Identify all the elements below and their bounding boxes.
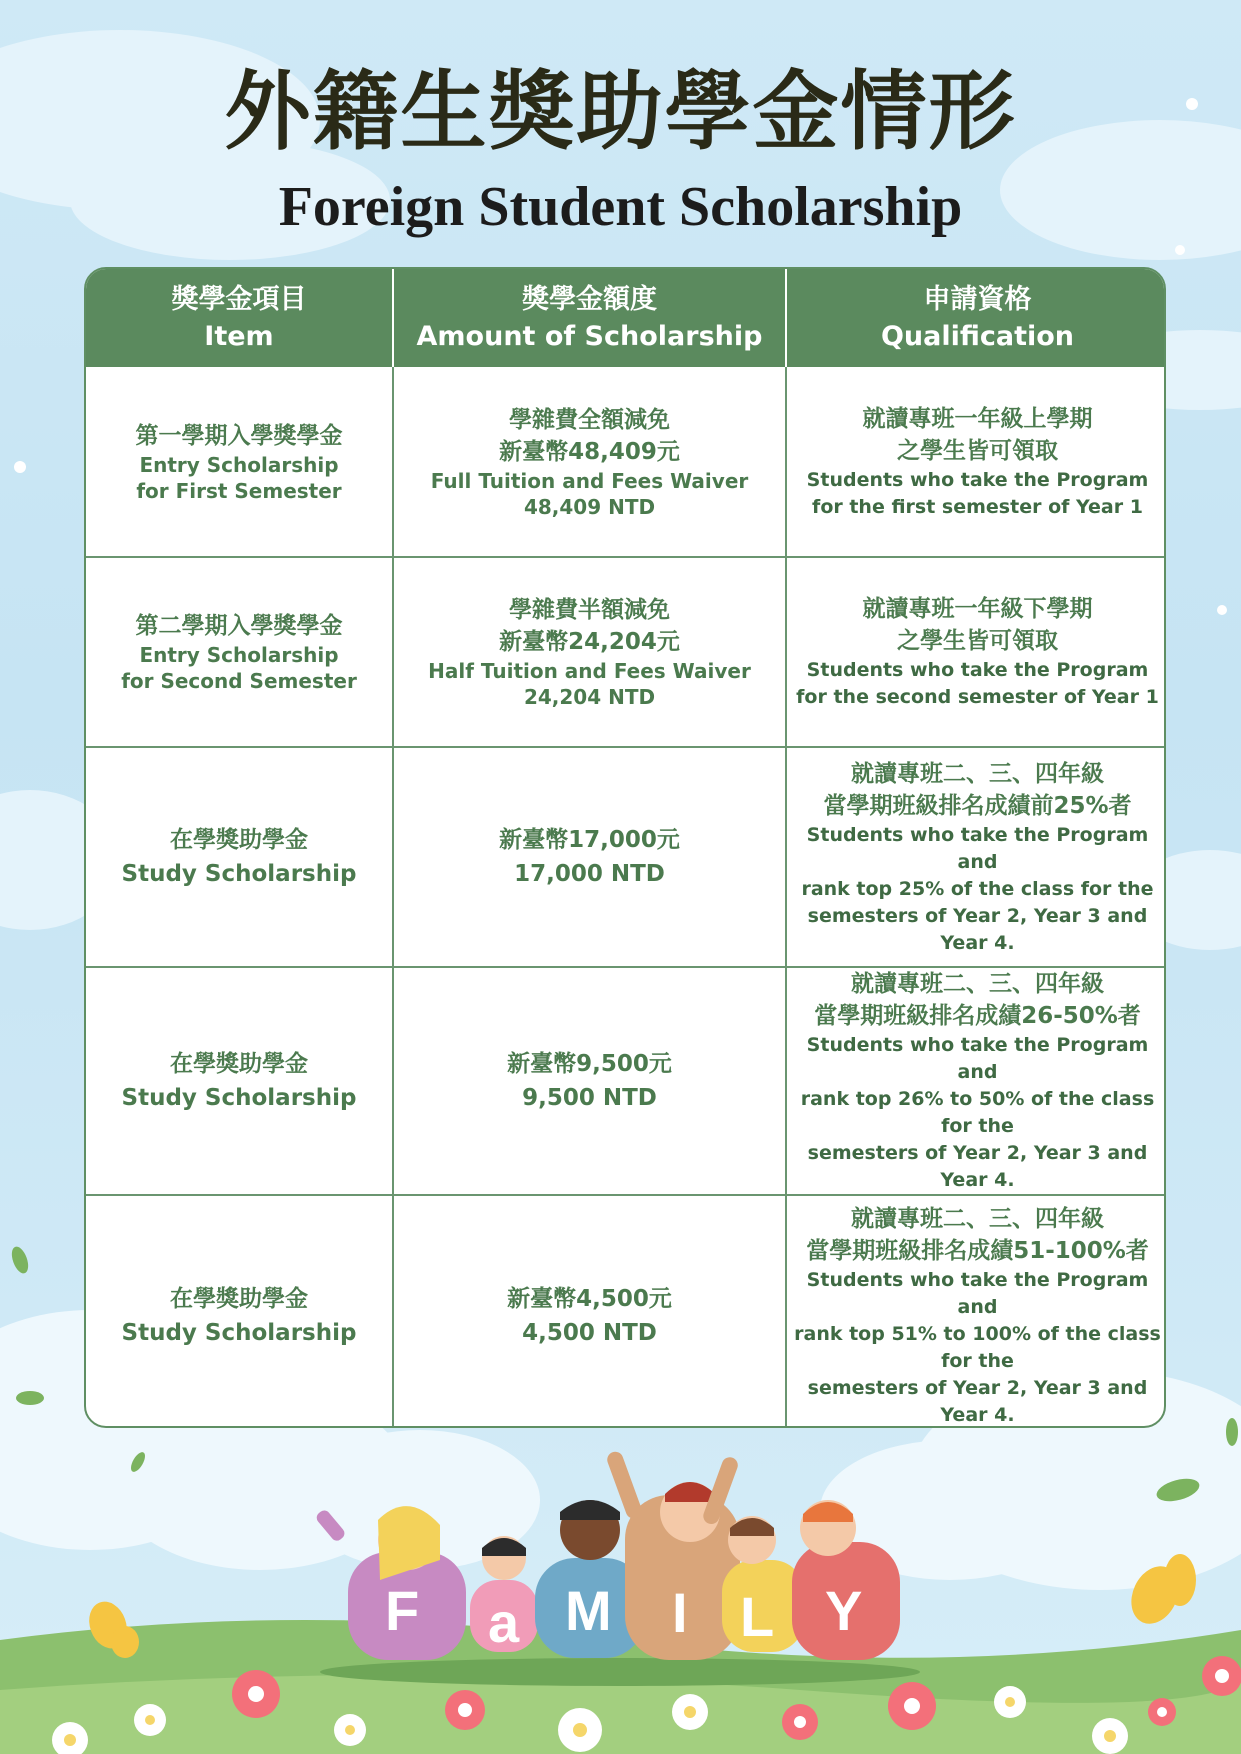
qualification-zh: 當學期班級排名成績51-100%者 [806,1237,1149,1264]
table-row [86,557,1166,747]
item-en: for First Semester [136,478,342,503]
amount-zh: 學雜費半額減免 [509,597,670,623]
qualification-en: semesters of Year 2, Year 3 and Year 4. [807,1376,1148,1426]
amount-zh: 新臺幣48,409元 [499,438,680,465]
item-en: for Second Semester [121,669,357,693]
amount-zh: 學雜費全額減免 [509,406,670,433]
qualification-en: Students who take the Program [806,659,1149,681]
qualification-zh: 就讀專班二、三、四年級 [851,971,1104,997]
table-row [86,1195,1166,1428]
item-en: Entry Scholarship [139,452,339,477]
item-en: Study Scholarship [121,1085,357,1111]
amount-cell [393,1195,786,1428]
qualification-zh: 就讀專班一年級下學期 [862,596,1093,622]
qualification-en: for the first semester of Year 1 [812,495,1143,518]
header-item-zh: 獎學金項目 [171,284,307,315]
amount-zh: 新臺幣4,500元 [507,1285,672,1312]
amount-en: 9,500 NTD [522,1085,657,1111]
amount-cell [393,747,786,967]
qualification-en: rank top 25% of the class for the [801,877,1154,900]
family-letter: Y [825,1579,863,1642]
item-en: Study Scholarship [121,1319,357,1346]
amount-en: Half Tuition and Fees Waiver [428,659,751,683]
amount-zh: 新臺幣9,500元 [507,1051,672,1077]
item-zh: 在學獎助學金 [170,1285,308,1312]
item-cell [86,557,393,747]
header-item [86,269,393,367]
qualification-en: Students who take the Program and [806,1034,1149,1083]
amount-en: 17,000 NTD [514,861,665,887]
item-en: Entry Scholarship [139,643,339,667]
qualification-en: Students who take the Program and [806,1268,1149,1318]
amount-en: 4,500 NTD [522,1319,657,1346]
amount-en: 48,409 NTD [523,494,656,519]
table-row [86,747,1166,967]
qualification-zh: 就讀專班一年級上學期 [862,405,1093,432]
qualification-zh: 當學期班級排名成績前25%者 [823,792,1132,819]
item-cell [86,967,393,1195]
item-zh: 第二學期入學獎學金 [135,613,343,639]
header-qualification [786,269,1166,367]
item-zh: 在學獎助學金 [170,1051,308,1077]
amount-cell [393,367,786,557]
table-row [86,367,1166,557]
qualification-en: Students who take the Program [806,468,1149,491]
qualification-cell [786,557,1166,747]
amount-zh: 新臺幣24,204元 [499,629,680,655]
header-item-en: Item [204,321,274,352]
family-letter: a [488,1591,520,1654]
header-amount [393,269,786,367]
scholarship-table [84,267,1166,1428]
qualification-en: for the second semester of Year 1 [796,686,1159,708]
table-header-row [86,269,1166,367]
header-qualification-zh: 申請資格 [923,284,1032,315]
family-letter: M [565,1579,612,1642]
qualification-cell [786,747,1166,967]
family-letter: F [385,1579,420,1642]
item-zh: 第一學期入學獎學金 [135,422,343,449]
qualification-cell [786,967,1166,1195]
page-title-en: Foreign Student Scholarship [278,176,963,238]
qualification-en: semesters of Year 2, Year 3 and Year 4. [807,1142,1148,1191]
family-letter: L [740,1585,775,1648]
amount-cell [393,557,786,747]
qualification-zh: 之學生皆可領取 [897,628,1058,654]
item-zh: 在學獎助學金 [170,827,308,853]
family-letter: I [672,1581,688,1644]
qualification-zh: 就讀專班二、三、四年級 [851,1205,1104,1232]
page-title-zh: 外籍生獎助學金情形 [224,61,1017,162]
header-qualification-en: Qualification [880,321,1075,352]
item-cell [86,1195,393,1428]
table-row [86,967,1166,1195]
header-amount-en: Amount of Scholarship [416,321,763,352]
qualification-zh: 當學期班級排名成績26-50%者 [814,1003,1141,1029]
qualification-cell [786,1195,1166,1428]
amount-en: Full Tuition and Fees Waiver [430,468,749,493]
qualification-en: rank top 51% to 100% of the class for the [794,1322,1161,1372]
qualification-zh: 之學生皆可領取 [897,437,1058,464]
qualification-en: semesters of Year 2, Year 3 and Year 4. [807,904,1148,954]
qualification-zh: 就讀專班二、三、四年級 [851,760,1104,787]
qualification-en: rank top 26% to 50% of the class for the [800,1088,1155,1137]
qualification-cell [786,367,1166,557]
qualification-en: Students who take the Program and [806,823,1149,873]
amount-zh: 新臺幣17,000元 [499,827,680,853]
item-cell [86,747,393,967]
item-en: Study Scholarship [121,861,357,887]
item-cell [86,367,393,557]
amount-cell [393,967,786,1195]
amount-en: 24,204 NTD [523,685,656,709]
header-amount-zh: 獎學金額度 [522,284,657,315]
